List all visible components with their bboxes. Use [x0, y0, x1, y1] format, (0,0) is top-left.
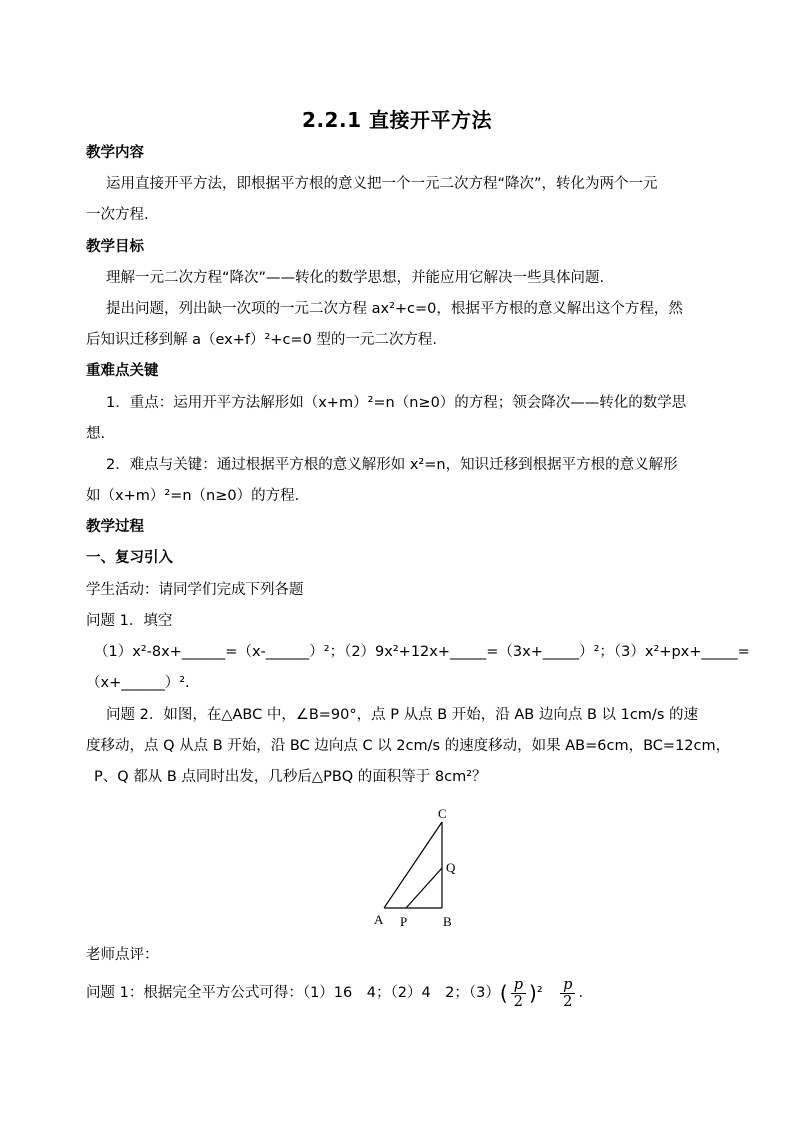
fraction-numerator: p	[511, 977, 526, 994]
question-2-line-3: P、Q 都从 B 点同时出发，几秒后△PBQ 的面积等于 8cm²？	[94, 769, 487, 785]
question-2-line-1: 问题 2．如图，在△ABC 中，∠B=90°，点 P 从点 B 开始，沿 AB 边向点 B 以 1cm/s 的速	[106, 707, 698, 723]
key-line-4: 如（x+m）²=n（n≥0）的方程.	[86, 488, 300, 504]
page-title: 2.2.1 直接开平方法	[302, 108, 492, 132]
goal-line-2: 提出问题，列出缺一次项的一元二次方程 ax²+c=0，根据平方根的意义解出这个方程，然	[106, 301, 683, 317]
key-line-1: 1．重点：运用开平方法解形如（x+m）²=n（n≥0）的方程；领会降次——转化的数学思	[106, 395, 687, 411]
label-q: Q	[446, 860, 456, 875]
answer-superscript: ²	[536, 985, 543, 1001]
goal-heading: 教学目标	[86, 239, 144, 255]
label-b: B	[443, 914, 452, 929]
goal-line-1: 理解一元二次方程“降次”——转化的数学思想，并能应用它解决一些具体问题.	[106, 270, 605, 286]
goal-line-3: 后知识迁移到解 a（ex+f）²+c=0 型的一元二次方程.	[86, 332, 438, 348]
label-c: C	[438, 806, 447, 821]
review-heading: 一、复习引入	[86, 550, 173, 566]
label-a: A	[374, 912, 384, 927]
fraction-numerator: p	[560, 977, 575, 994]
question-1-line-2: （x+______）².	[86, 675, 190, 691]
process-heading: 教学过程	[86, 519, 144, 535]
question-1-title: 问题 1．填空	[86, 613, 173, 629]
left-paren: (	[499, 981, 508, 1005]
fraction-p-over-2-second	[560, 977, 575, 1010]
fraction-denominator: 2	[563, 993, 573, 1010]
content-heading: 教学内容	[86, 145, 144, 161]
triangle-figure	[366, 800, 466, 935]
key-line-2: 想.	[86, 426, 106, 442]
content-line-2: 一次方程.	[86, 207, 149, 223]
side-ac	[384, 822, 442, 908]
question-1-line-1: （1）x²-8x+______=（x-______）²；（2）9x²+12x+_____=（3x+_____）²；（3）x²+px+_____=	[94, 644, 750, 660]
right-paren: )	[529, 981, 537, 1005]
fraction-denominator: 2	[513, 993, 523, 1010]
question-2-line-2: 度移动，点 Q 从点 B 开始，沿 BC 边向点 C 以 2cm/s 的速度移动，如果 AB=6cm，BC=12cm，	[86, 738, 731, 754]
student-activity: 学生活动：请同学们完成下列各题	[86, 582, 304, 598]
fraction-p-over-2	[511, 977, 526, 1010]
key-heading: 重难点关键	[86, 363, 159, 379]
segment-pq	[406, 868, 442, 908]
label-p: P	[400, 914, 408, 929]
key-line-3: 2．难点与关键：通过根据平方根的意义解形如 x²=n，知识迁移到根据平方根的意义解形	[106, 457, 678, 473]
content-line-1: 运用直接开平方法，即根据平方根的意义把一个一元二次方程“降次”，转化为两个一元	[106, 176, 658, 192]
answer-prefix: 问题 1：根据完全平方公式可得：（1）16 4；（2）4 2；（3）	[86, 985, 500, 1001]
answer-end: .	[578, 985, 584, 1001]
answer-line	[86, 976, 726, 1010]
teacher-comment: 老师点评：	[86, 947, 159, 963]
